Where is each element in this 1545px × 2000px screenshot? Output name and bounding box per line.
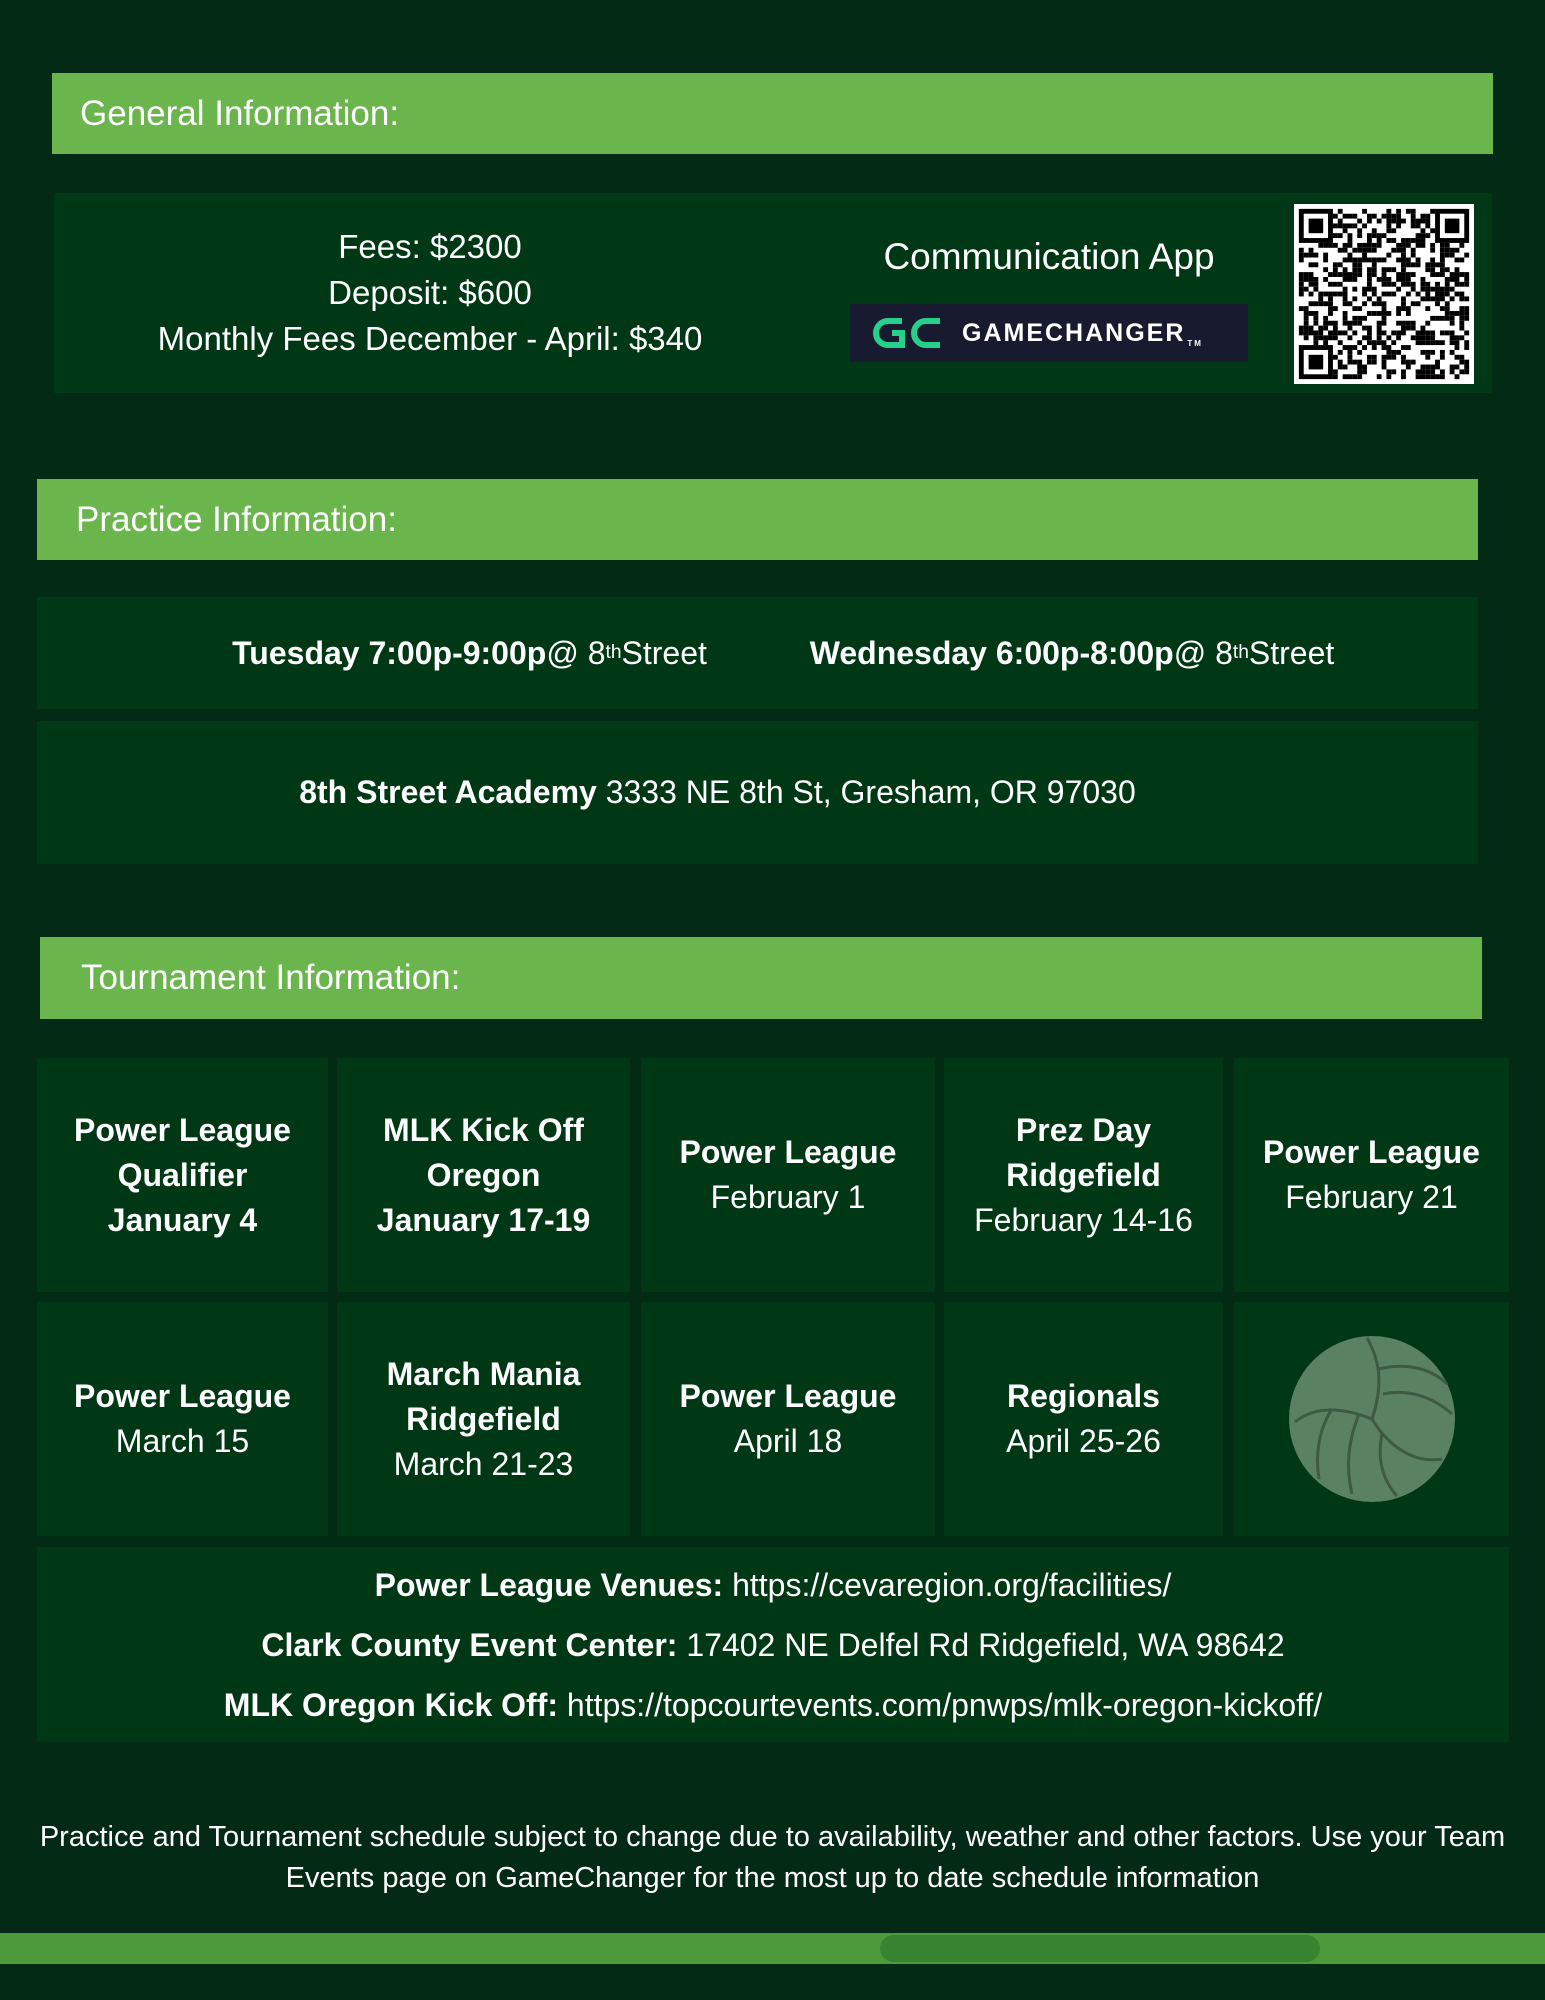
venue-link[interactable]: https://topcourtevents.com/pnwps/mlk-oregon-kickoff/ (558, 1686, 1323, 1723)
gamechanger-gc-icon (872, 315, 944, 351)
venues-panel (37, 1547, 1509, 1742)
gamechanger-wordmark: GAMECHANGER TM (962, 318, 1203, 348)
event-card: Regionals April 25-26 (944, 1302, 1223, 1536)
volleyball-card (1234, 1302, 1509, 1536)
general-info-title: General Information: (80, 93, 400, 133)
event-card: MLK Kick Off Oregon January 17-19 (337, 1058, 630, 1292)
practice-venue (299, 774, 1136, 811)
venue-line: Power League Venues: https://cevaregion.org/facilities/ (374, 1566, 1172, 1603)
venue-line: MLK Oregon Kick Off: https://topcourtevents.com/pnwps/mlk-oregon-kickoff/ (223, 1686, 1323, 1723)
event-card: Power League February 21 (1234, 1058, 1509, 1292)
practice-venue-address: 3333 NE 8th St, Gresham, OR 97030 (596, 774, 1136, 810)
event-card: Power League March 15 (37, 1302, 328, 1536)
practice-times-panel (37, 597, 1478, 709)
event-card: Power League April 18 (641, 1302, 935, 1536)
bottom-accent-bar (0, 1933, 1545, 1964)
tournament-info-title: Tournament Information: (81, 958, 461, 997)
qr-code-graphic (1294, 204, 1474, 384)
fees-monthly: Monthly Fees December - April: $340 (157, 320, 703, 357)
qr-code[interactable] (1294, 204, 1474, 384)
practice-info-header (37, 479, 1478, 560)
volleyball-icon (1287, 1334, 1457, 1504)
event-card: Power League February 1 (641, 1058, 935, 1292)
event-card: Power League Qualifier January 4 (37, 1058, 328, 1292)
communication-app-label: Communication App (883, 236, 1215, 277)
practice-info-title: Practice Information: (76, 499, 397, 539)
gamechanger-logo[interactable] (850, 304, 1248, 362)
fees-deposit: Deposit: $600 (328, 274, 532, 311)
tournament-info-header (40, 937, 1482, 1019)
practice-venue-name: 8th Street Academy (299, 774, 597, 810)
event-card: March Mania Ridgefield March 21-23 (337, 1302, 630, 1536)
venue-link[interactable]: https://cevaregion.org/facilities/ (723, 1566, 1172, 1603)
practice-session-tuesday: Tuesday 7:00p-9:00p @ 8 th Street (232, 634, 707, 671)
fees-total: Fees: $2300 (338, 228, 522, 265)
practice-venue-panel (37, 721, 1478, 864)
general-info-header (52, 73, 1493, 154)
schedule-disclaimer: Practice and Tournament schedule subject to change due to availability, weather and other factors. Use your Team Events page on GameChanger for the most up to date schedule information (39, 1821, 1506, 1894)
venue-line: Clark County Event Center: 17402 NE Delfel Rd Ridgefield, WA 98642 (261, 1626, 1285, 1663)
event-card: Prez Day Ridgefield February 14-16 (944, 1058, 1223, 1292)
fees-block (100, 222, 760, 364)
practice-session-wednesday: Wednesday 6:00p-8:00p @ 8 th Street (809, 634, 1335, 671)
